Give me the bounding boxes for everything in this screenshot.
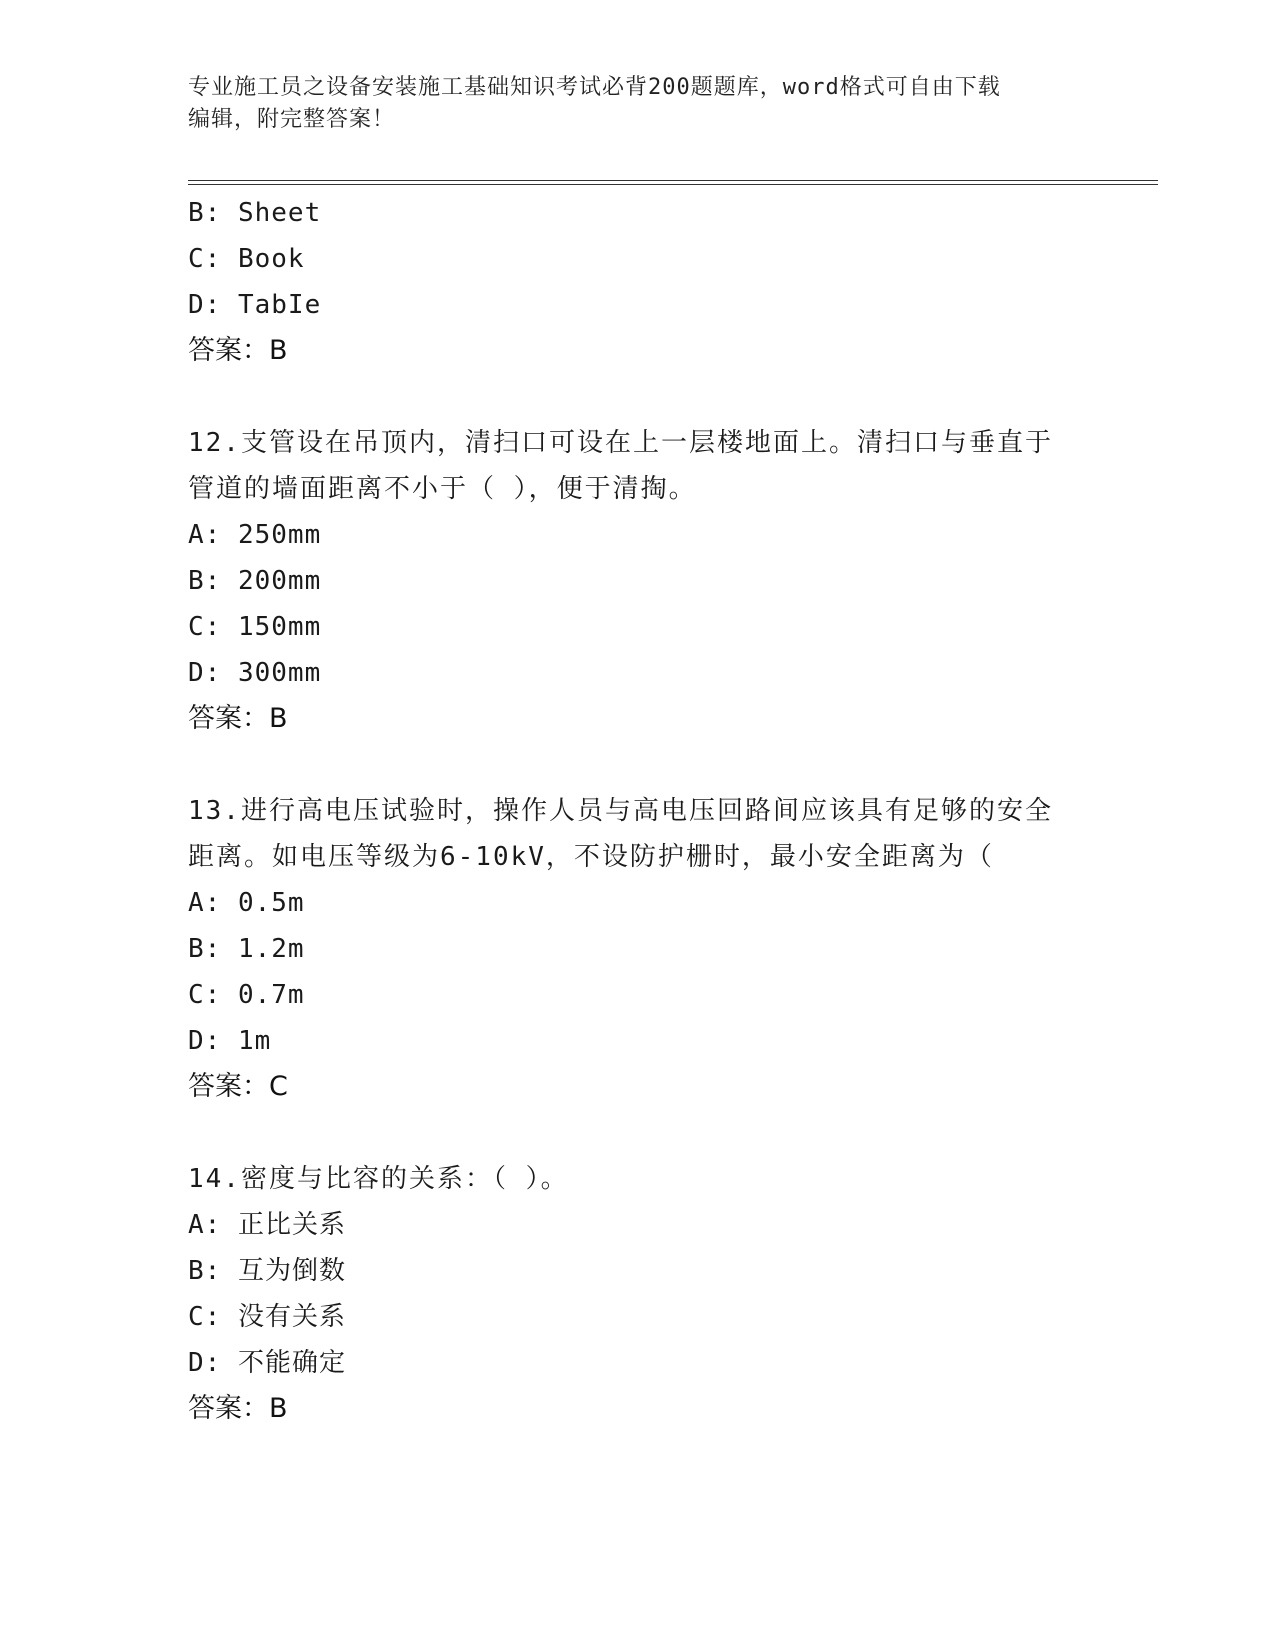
option-c: C: 没有关系 <box>188 1302 346 1332</box>
question-text-line: 13.进行高电压试验时，操作人员与高电压回路间应该具有足够的安全 <box>188 796 1053 826</box>
option-d: D: 1m <box>188 1026 272 1056</box>
question-block-13 <box>188 788 1088 1110</box>
question-text-line: 管道的墙面距离不小于（ ），便于清掏。 <box>188 474 697 504</box>
answer-line: 答案：B <box>188 703 288 734</box>
option-c: C: 150mm <box>188 612 322 642</box>
question-block-12 <box>188 420 1088 742</box>
option-d: D: TabIe <box>188 290 322 320</box>
option-a: A: 正比关系 <box>188 1210 346 1240</box>
option-a: A: 0.5m <box>188 888 305 918</box>
option-d: D: 不能确定 <box>188 1348 346 1378</box>
answer-line: 答案：B <box>188 335 288 366</box>
answer-line: 答案：B <box>188 1393 288 1424</box>
option-a: A: 250mm <box>188 520 322 550</box>
option-b: B: 1.2m <box>188 934 305 964</box>
spacer <box>188 742 1088 788</box>
spacer <box>188 374 1088 420</box>
header-line-1: 专业施工员之设备安装施工基础知识考试必背200题题库，word格式可自由下载 <box>188 75 1001 100</box>
option-c: C: Book <box>188 244 305 274</box>
question-text-line: 距离。如电压等级为6-10kV，不设防护栅时，最小安全距离为（ <box>188 842 994 872</box>
option-d: D: 300mm <box>188 658 322 688</box>
header-line-2: 编辑，附完整答案！ <box>188 107 396 132</box>
option-c: C: 0.7m <box>188 980 305 1010</box>
spacer <box>188 1110 1088 1156</box>
question-block-prev <box>188 190 1088 374</box>
option-b: B: Sheet <box>188 198 322 228</box>
header-divider-top <box>188 180 1158 181</box>
option-b: B: 200mm <box>188 566 322 596</box>
question-text-line: 12.支管设在吊顶内，清扫口可设在上一层楼地面上。清扫口与垂直于 <box>188 428 1053 458</box>
option-b: B: 互为倒数 <box>188 1256 346 1286</box>
question-text-line: 14.密度与比容的关系：（ ）。 <box>188 1164 569 1194</box>
question-list <box>188 190 1088 1432</box>
question-block-14 <box>188 1156 1088 1432</box>
header-divider-bottom <box>188 184 1158 185</box>
answer-line: 答案：C <box>188 1071 288 1102</box>
document-header <box>188 72 1088 136</box>
